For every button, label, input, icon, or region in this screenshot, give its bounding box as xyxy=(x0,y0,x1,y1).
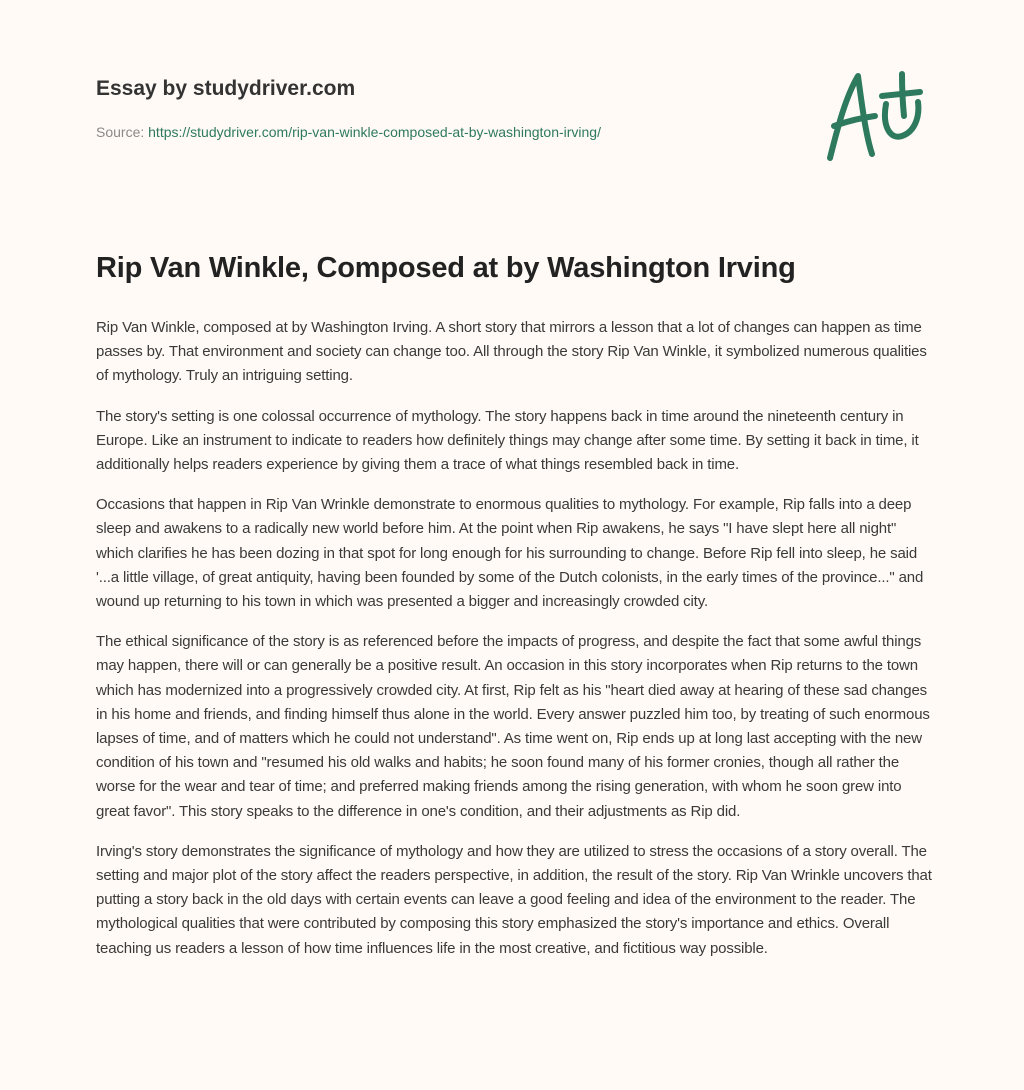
paragraph: Occasions that happen in Rip Van Wrinkle demonstrate to enormous qualities to mythology. For example, Rip falls into a deep sleep and awakens to a radically new world before him. At the point when Rip awakens, he says "I have slept here all night" which clarifies he has been dozing in that spot for long enough for his surrounding to change. Before Rip fell into sleep, he said '...a little village, of great antiquity, having been founded by some of the Dutch colonists, in the early times of the province..." and wound up returning to his town in which was presented a bigger and increasingly crowded city. xyxy=(96,496,924,611)
essay-body xyxy=(96,316,936,977)
site-brand: Essay by studydriver.com xyxy=(96,77,356,100)
paragraph: Irving's story demonstrates the significance of mythology and how they are utilized to stress the occasions of a story overall. The setting and major plot of the story affect the readers perspective, in addition, the result of the story. Rip Van Wrinkle uncovers that putting a story back in the old days with certain events can leave a good feeling and idea of the environment to the reader. The mythological qualities that were contributed by composing this story emphasized the story's importance and ethics. Overall teaching us readers a lesson of how time influences life in the most creative, and fictitious way possible. xyxy=(96,842,932,957)
paragraph: The ethical significance of the story is as referenced before the impacts of progress, and despite the fact that some awful things may happen, there will or can generally be a positive result. An occasion in this story incorporates when Rip returns to the town which has modernized into a progressively crowded city. At first, Rip felt as his "heart died away at hearing of these sad changes in his home and friends, and finding himself thus alone in the world. Every answer puzzled him too, by treating of such enormous lapses of time, and of matters which he could not understand". As time went on, Rip ends up at long last accepting with the new condition of his town and "resumed his old walks and habits; he soon found many of his former cronies, though all rather the worse for the wear and tear of time; and preferred making friends among the rising generation, with whom he soon grew into great favor". This story speaks to the difference in one's condition, and their adjustments as Rip did. xyxy=(96,633,930,820)
paragraph: Rip Van Winkle, composed at by Washington Irving. A short story that mirrors a lesson that a lot of changes can happen as time passes by. That environment and society can change too. All through the story Rip Van Winkle, it symbolized numerous qualities of mythology. Truly an intriguing setting. xyxy=(96,319,927,385)
source-label: Source: xyxy=(96,124,145,140)
page-title: Rip Van Winkle, Composed at by Washington Irving xyxy=(96,252,796,284)
source-line xyxy=(96,124,601,140)
source-link[interactable]: https://studydriver.com/rip-van-winkle-composed-at-by-washington-irving/ xyxy=(148,124,601,140)
paragraph: The story's setting is one colossal occurrence of mythology. The story happens back in time around the nineteenth century in Europe. Like an instrument to indicate to readers how definitely things may change after some time. By setting it back in time, it additionally helps readers experience by giving them a trace of what things resembled back in time. xyxy=(96,407,919,474)
a-plus-logo-icon xyxy=(820,66,930,166)
